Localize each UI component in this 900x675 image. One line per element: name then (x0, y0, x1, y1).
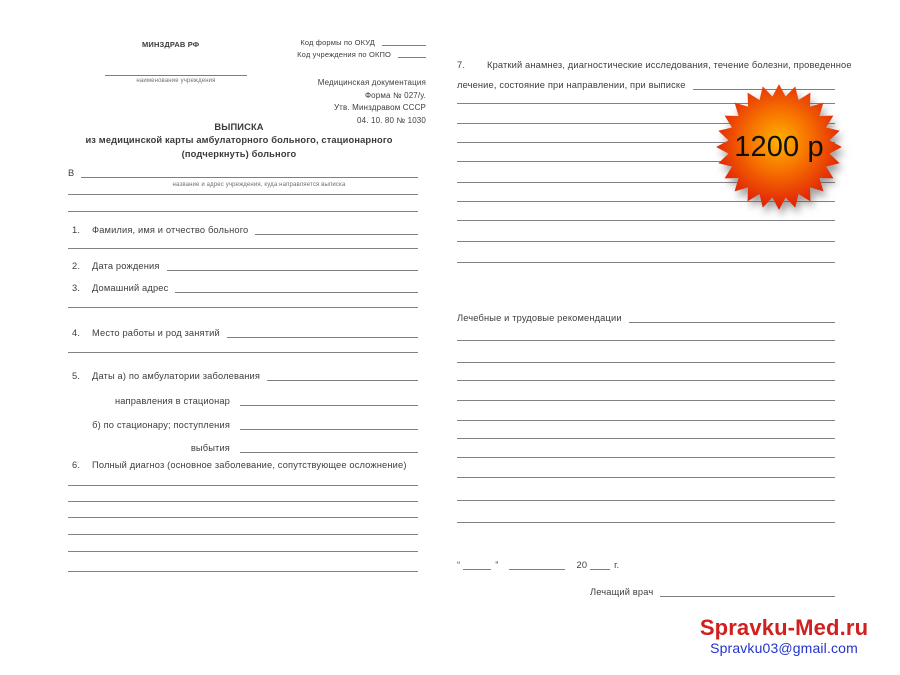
blank-line (457, 220, 835, 221)
blank-line (457, 362, 835, 363)
blank-line (457, 457, 835, 458)
item-7-number: 7. (457, 60, 466, 70)
blank-line (68, 194, 418, 195)
date-year-prefix: 20 (576, 560, 588, 570)
field-name-row (72, 225, 418, 236)
recommendations-label: Лечебные и трудовые рекомендации (457, 313, 622, 323)
field-diagnosis-row (72, 460, 418, 471)
code-block (216, 38, 426, 59)
blank-line (68, 307, 418, 308)
blank-line (68, 211, 418, 212)
date-day-line (463, 560, 491, 570)
item-6-number: 6. (72, 460, 81, 470)
item-5-sub1-line (240, 396, 418, 406)
field-dates-sub1-row (72, 396, 418, 407)
blank-line (68, 352, 418, 353)
ministry-label: МИНЗДРАВ РФ (142, 40, 200, 49)
addressed-to-caption: название и адрес учреждения, куда направляется выписка (172, 182, 346, 188)
item-5-number: 5. (72, 371, 81, 381)
okpo-row (216, 50, 426, 59)
item-4-label: Место работы и род занятий (92, 328, 220, 338)
watermark-email: Spravku03@gmail.com (710, 640, 858, 656)
addressed-to-row (68, 168, 418, 179)
watermark (686, 616, 882, 656)
blank-line (457, 522, 835, 523)
addressed-to-line (81, 168, 418, 178)
blank-line (457, 241, 835, 242)
okpo-label: Код учреждения по ОКПО (297, 50, 391, 59)
form-subtitle-1: из медицинской карты амбулаторного больного, стационарного (85, 135, 393, 146)
form-left-page (60, 35, 426, 615)
doc-info-line2: Форма № 027/у. (364, 90, 426, 100)
item-2-line (167, 261, 418, 271)
item-3-line (175, 283, 418, 293)
item-7-label-line2: лечение, состояние при направлении, при выписке (457, 80, 686, 90)
field-dates-sub2-row (72, 420, 418, 431)
doctor-row (590, 587, 835, 598)
field-dates-sub3-row (72, 443, 418, 454)
blank-line (68, 571, 418, 572)
blank-line (68, 248, 418, 249)
item-5-sub3-label: выбытия (190, 443, 230, 453)
date-year-line (590, 560, 610, 570)
item-5-sub2-line (240, 420, 418, 430)
field-anamnesis-row1 (457, 60, 852, 71)
blank-line (457, 438, 835, 439)
blank-line (68, 551, 418, 552)
okud-line (382, 38, 426, 46)
okud-label: Код формы по ОКУД (300, 38, 375, 47)
blank-line (457, 420, 835, 421)
okpo-line (398, 50, 426, 58)
blank-line (457, 477, 835, 478)
blank-line (68, 534, 418, 535)
item-5-label: Даты а) по амбулатории заболевания (92, 371, 261, 381)
blank-line (457, 340, 835, 341)
item-1-label: Фамилия, имя и отчество больного (92, 225, 249, 235)
item-7-label-line1: Краткий анамнез, диагностические исследования, течение болезни, проведенное (487, 60, 852, 70)
blank-line (457, 400, 835, 401)
okud-row (216, 38, 426, 47)
blank-line (457, 380, 835, 381)
item-3-number: 3. (72, 283, 81, 293)
field-dates-row (72, 371, 418, 382)
item-1-line (255, 225, 418, 235)
doc-info-line3: Утв. Минздравом СССР (333, 103, 426, 113)
item-5-sub3-line (240, 443, 418, 453)
org-name-block (105, 65, 247, 85)
item-2-label: Дата рождения (92, 261, 160, 271)
field-address-row (72, 283, 418, 294)
blank-line (457, 262, 835, 263)
watermark-site: Spravku-Med.ru (699, 615, 869, 640)
form-subtitle-2: (подчеркнуть) больного (181, 148, 297, 159)
org-name-line (105, 65, 247, 76)
date-month-line (509, 560, 565, 570)
title-block (60, 121, 418, 161)
org-name-caption: наименование учреждения (136, 78, 216, 84)
item-4-line (227, 328, 418, 338)
date-open-quote: “ (457, 560, 461, 570)
item-4-number: 4. (72, 328, 81, 338)
item-2-number: 2. (72, 261, 81, 271)
recommendations-line (629, 313, 835, 323)
doc-info-line4: 04. 10. 80 № 1030 (357, 115, 426, 125)
field-birthdate-row (72, 261, 418, 272)
blank-line (68, 501, 418, 502)
item-6-label: Полный диагноз (основное заболевание, сопутствующее осложнение) (92, 460, 407, 470)
addressed-to-label: В (68, 168, 75, 178)
doctor-label: Лечащий врач (590, 587, 654, 597)
price-label: 1200 р (734, 131, 824, 163)
date-year-suffix: г. (614, 560, 620, 570)
date-close-quote: ” (495, 560, 499, 570)
blank-line (68, 517, 418, 518)
doctor-signature-line (660, 587, 835, 597)
item-5-sub2-label: б) по стационару; поступления (92, 420, 230, 430)
form-title: ВЫПИСКА (214, 122, 264, 132)
item-3-label: Домашний адрес (92, 283, 169, 293)
doc-info-line1: Медицинская документация (317, 78, 426, 87)
item-1-number: 1. (72, 225, 81, 235)
field-work-row (72, 328, 418, 339)
price-badge (714, 82, 844, 212)
blank-line (68, 485, 418, 486)
item-5-line (267, 371, 418, 381)
doc-info-block (318, 77, 426, 127)
date-row (457, 560, 657, 571)
blank-line (457, 500, 835, 501)
item-5-sub1-label: направления в стационар (114, 396, 230, 406)
field-recommendations-row (457, 313, 835, 324)
